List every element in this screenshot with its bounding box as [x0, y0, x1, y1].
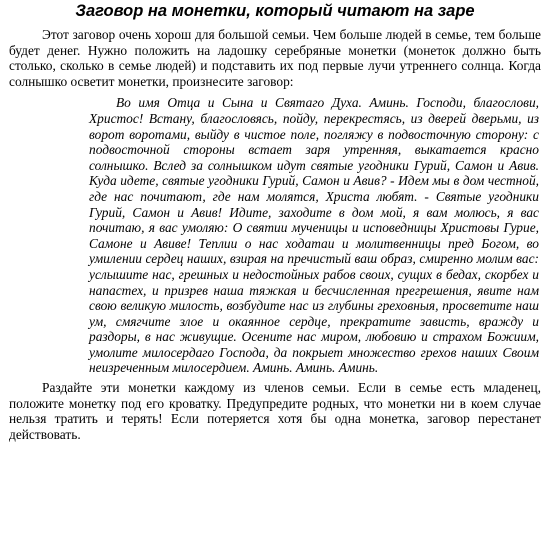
document-title: Заговор на монетки, который читают на заре: [75, 2, 475, 20]
document-page: [9, 0, 541, 442]
prayer-text: Во имя Отца и Сына и Святаго Духа. Аминь. Господи, благослови, Христос! Встану, благословясь, пойду, перекрестясь, из дверей дверьми, из ворот воротами, выйду в чистое поле, погляжу в подвосточную сторону: с подвосточной стороны встает заря утренняя, выкатается красно солнышко. Вслед за солнышком идут святые угодники Гурий, Самон и Авив. Куда идете, святые угодники Гурий, Самон и Авив? - Идем мы в дом честной, где нас почитают, где нам молятся, Христа любят. - Святые угодники Гурий, Самон и Авив! Идите, заходите в дом мой, я вам молюсь, я вас почитаю, я вас умоляю: О святии мученицы и исповедницы Христовы Гурие, Самоне и Авиве! Теплии о нас ходатаи и молитвенницы пред Богом, во умилении сердец наших, взирая на пречистый ваш образ, смиренно молим вас: услышите нас, грешных и недостойных рабов своих, сущих в бедах, скорбех и напастех, и призрев наша тяжкая и бесчисленная прегрешения, явите нам свою великую милость, возбудите нас из глубины греховныя, просветите наш ум, смягчите злое и окаянное сердце, прекратите зависть, вражду и раздоры, в нас живущие. Осените нас миром, любовию и страхом Божиим, умолите милосердаго Господа, да покрыет множество грехов наших Своим неизреченным милосердием. Аминь. Аминь. Аминь.: [89, 95, 539, 376]
intro-paragraph: Этот заговор очень хорош для большой семьи. Чем больше людей в семье, тем больше будет денег. Нужно положить на ладошку серебряные монетки (монеток должно быть столько, сколько в семье людей) и подставить их под первые лучи утреннего солнца. Когда солнышко осветит монетки, произнесите заговор:: [9, 27, 541, 89]
closing-paragraph: Раздайте эти монетки каждому из членов семьи. Если в семье есть младенец, положите монетку под его кроватку. Предупредите родных, что монетки ни в коем случае нельзя тратить и терять! Если потеряется хотя бы одна монетка, заговор перестанет действовать.: [9, 380, 541, 442]
